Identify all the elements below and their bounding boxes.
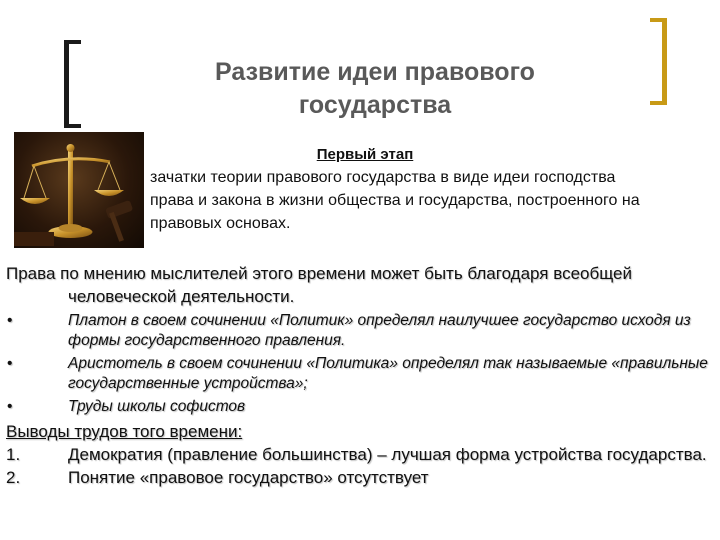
conclusions-heading: Выводы трудов того времени:: [6, 422, 243, 441]
item-number: 2.: [6, 468, 21, 487]
list-item-text: Понятие «правовое государство» отсутствует: [68, 468, 429, 487]
bullet-icon: •: [7, 355, 13, 372]
item-number: 1.: [6, 445, 21, 464]
conclusions-list: [6, 443, 710, 489]
rights-intro: Права по мнению мыслителей этого времени может быть благодаря всеобщей человеческой деятельности.: [6, 264, 632, 306]
bullet-icon: •: [7, 312, 13, 329]
bullet-icon: •: [7, 398, 13, 415]
list-item: [6, 443, 710, 466]
thinkers-list: [6, 311, 710, 417]
left-bracket-decoration: [64, 40, 81, 128]
scales-icon: [14, 132, 144, 248]
stage-description: зачатки теории правового государства в виде идеи господства права и закона в жизни общества и государства, построенного на правовых основах.: [150, 169, 640, 232]
list-item: [6, 311, 710, 351]
slide-title: Развитие идеи правового государства: [215, 58, 535, 119]
scales-of-justice-image: [14, 132, 144, 248]
right-bracket-decoration: [650, 18, 667, 105]
list-item-text: Платон в своем сочинении «Политик» определял наилучшее государство исходя из формы государственного правления.: [68, 312, 691, 349]
list-item: [6, 466, 710, 489]
stage-heading: Первый этап: [316, 146, 414, 163]
list-item-text: Аристотель в своем сочинении «Политика» определял так называемые «правильные государственные устройства»;: [68, 355, 708, 392]
list-item-text: Труды школы софистов: [68, 398, 246, 415]
list-item: [6, 397, 710, 417]
list-item-text: Демократия (правление большинства) – лучшая форма устройства государства.: [68, 445, 707, 464]
list-item: [6, 354, 710, 394]
rights-section: [6, 262, 710, 489]
